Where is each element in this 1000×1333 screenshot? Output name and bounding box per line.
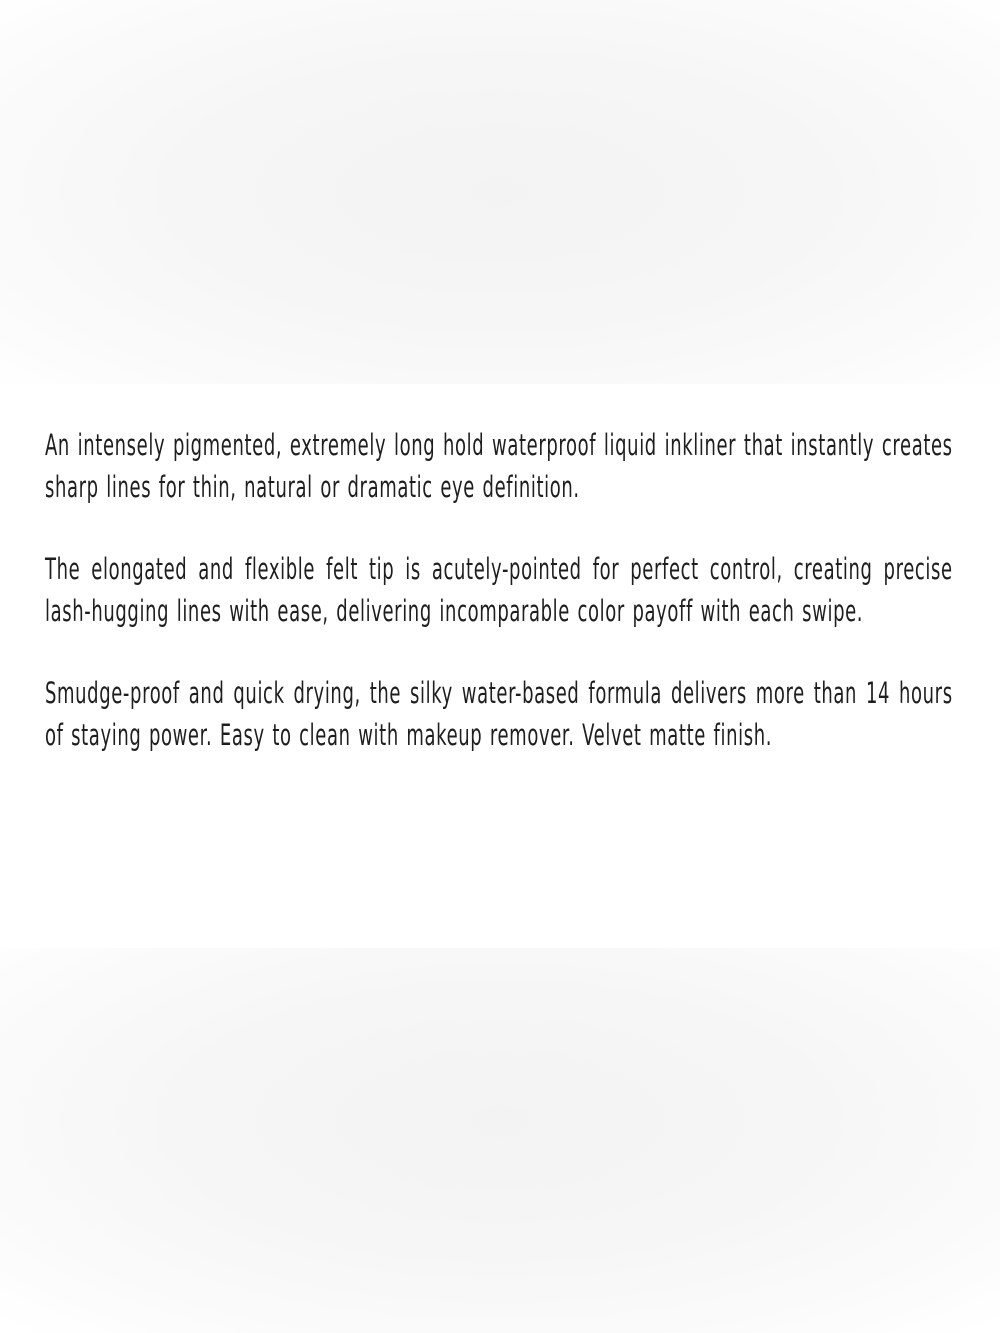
description-paragraph-3: Smudge-proof and quick drying, the silky water-based formula delivers more than 14 hours of staying power. Easy to clean with makeup remover. Velvet matte finish. [45,676,953,752]
description-paragraph-1: An intensely pigmented, extremely long hold waterproof liquid inkliner that instantly creates sharp lines for thin, natural or dramatic eye definition. [45,428,953,504]
bottom-background-band [0,948,1000,1333]
description-paragraph-2: The elongated and flexible felt tip is acutely-pointed for perfect control, creating precise lash-hugging lines with ease, delivering incomparable color payoff with each swipe. [45,552,953,628]
top-background-band [0,0,1000,384]
